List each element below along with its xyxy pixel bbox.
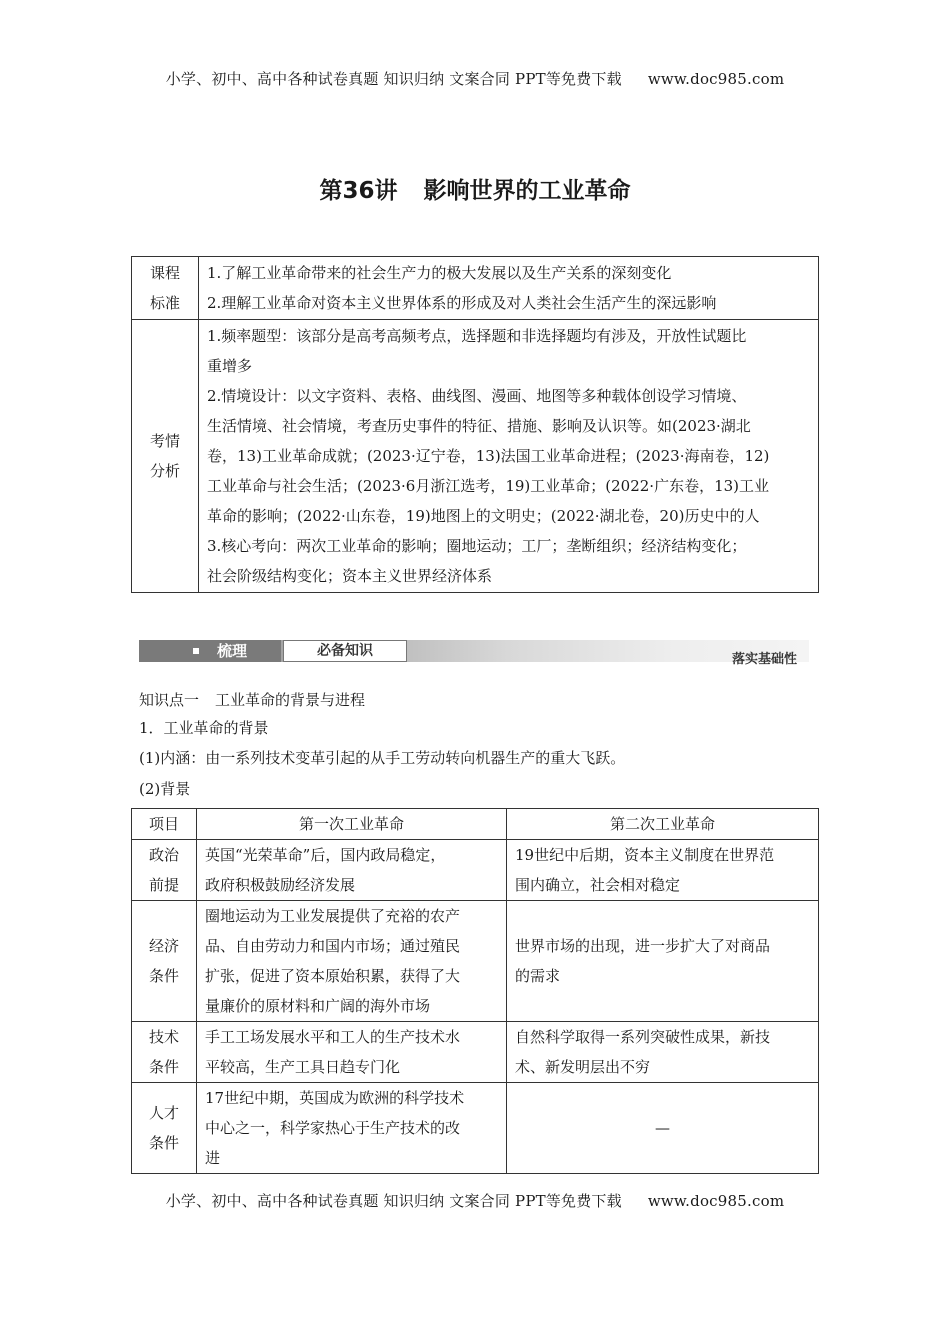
lecture-number: 第36讲 bbox=[319, 178, 398, 204]
subsection-definition: (1)内涵：由一系列技术变革引起的从手工劳动转向机器生产的重大飞跃。 bbox=[139, 749, 626, 767]
first-revolution-cell bbox=[197, 840, 507, 901]
content-line: 革命的影响；(2022·山东卷，19)地图上的文明史；(2022·湖北卷，20)历史中的人 bbox=[207, 507, 760, 525]
label-line: 人才 bbox=[148, 1104, 179, 1122]
cell-line: 量廉价的原材料和广阔的海外市场 bbox=[205, 997, 431, 1015]
exam-analysis-row bbox=[132, 320, 819, 593]
label-line: 条件 bbox=[148, 1134, 179, 1152]
footer-text: 小学、初中、高中各种试卷真题 知识归纳 文案合同 PPT等免费下载 bbox=[165, 1192, 622, 1210]
lecture-topic: 影响世界的工业革命 bbox=[423, 178, 631, 204]
label-line: 前提 bbox=[148, 876, 179, 894]
table-row bbox=[132, 1083, 819, 1174]
label-line: 分析 bbox=[149, 462, 180, 480]
knowledge-point-label: 知识点一 bbox=[139, 691, 200, 709]
content-line: 2.情境设计：以文字资料、表格、曲线图、漫画、地图等多种载体创设学习情境、 bbox=[207, 387, 747, 405]
course-standard-row bbox=[132, 257, 819, 320]
content-line: 2.理解工业革命对资本主义世界体系的形成及对人类社会生活产生的深远影响 bbox=[207, 294, 717, 312]
label-line: 条件 bbox=[148, 967, 179, 985]
content-line: 生活情境、社会情境，考查历史事件的特征、措施、影响及认识等。如(2023·湖北 bbox=[207, 417, 751, 435]
label-line: 条件 bbox=[148, 1058, 179, 1076]
column-header: 项目 bbox=[132, 809, 197, 840]
first-revolution-cell bbox=[197, 901, 507, 1022]
column-header: 第一次工业革命 bbox=[197, 809, 507, 840]
cell-line: 自然科学取得一系列突破性成果，新技 bbox=[515, 1028, 771, 1046]
banner-tab-review-label: 梳理 bbox=[217, 642, 248, 660]
knowledge-point-title: 工业革命的背景与进程 bbox=[215, 691, 366, 709]
label-line: 考情 bbox=[149, 432, 180, 450]
banner-tab-knowledge: 必备知识 bbox=[283, 640, 407, 662]
table-row bbox=[132, 901, 819, 1022]
page-title bbox=[0, 172, 950, 205]
page-header bbox=[0, 68, 950, 89]
cell-line: 17世纪中期，英国成为欧洲的科学技术 bbox=[205, 1089, 465, 1107]
subsection-background: (2)背景 bbox=[139, 780, 191, 798]
cell-line: 英国“光荣革命”后，国内政局稳定， bbox=[205, 846, 446, 864]
knowledge-point-heading bbox=[139, 689, 365, 710]
background-table bbox=[131, 808, 819, 1174]
exam-analysis-label bbox=[132, 320, 199, 593]
content-line: 1.了解工业革命带来的社会生产力的极大发展以及生产关系的深刻变化 bbox=[207, 264, 672, 282]
cell-line: 世界市场的出现，进一步扩大了对商品 bbox=[515, 937, 771, 955]
course-standard-label bbox=[132, 257, 199, 320]
cell-line: 品、自由劳动力和国内市场；通过殖民 bbox=[205, 937, 461, 955]
content-line: 3.核心考向：两次工业革命的影响；圈地运动；工厂；垄断组织；经济结构变化； bbox=[207, 537, 747, 555]
row-label bbox=[132, 901, 197, 1022]
banner-tab-review bbox=[139, 640, 281, 662]
second-revolution-cell bbox=[507, 840, 819, 901]
cell-line: 19世纪中后期，资本主义制度在世界范 bbox=[515, 846, 775, 864]
table-row bbox=[132, 840, 819, 901]
label-line: 经济 bbox=[148, 937, 179, 955]
course-standard-content bbox=[199, 257, 819, 320]
page-footer bbox=[0, 1190, 950, 1211]
label-line: 政治 bbox=[148, 846, 179, 864]
second-revolution-cell bbox=[507, 1083, 819, 1174]
cell-line: 术、新发明层出不穷 bbox=[515, 1058, 651, 1076]
first-revolution-cell bbox=[197, 1022, 507, 1083]
banner-right-label: 落实基础性 bbox=[731, 652, 797, 667]
label-line: 技术 bbox=[148, 1028, 179, 1046]
content-line: 工业革命与社会生活；(2023·6月浙江选考，19)工业革命；(2022·广东卷，13)工业 bbox=[207, 477, 770, 495]
content-line: 社会阶级结构变化；资本主义世界经济体系 bbox=[207, 567, 493, 585]
cell-line: 进 bbox=[205, 1149, 221, 1167]
exam-analysis-content bbox=[199, 320, 819, 593]
header-site-link[interactable]: www.doc985.com bbox=[647, 70, 785, 88]
cell-line: 的需求 bbox=[515, 967, 561, 985]
second-revolution-cell bbox=[507, 901, 819, 1022]
column-header: 第二次工业革命 bbox=[507, 809, 819, 840]
label-line: 课程 bbox=[149, 264, 180, 282]
label-line: 标准 bbox=[149, 294, 180, 312]
cell-line: 中心之一，科学家热心于生产技术的改 bbox=[205, 1119, 461, 1137]
row-label bbox=[132, 1022, 197, 1083]
cell-line: 圈地运动为工业发展提供了充裕的农产 bbox=[205, 907, 461, 925]
cell-line: 平较高，生产工具日趋专门化 bbox=[205, 1058, 401, 1076]
square-bullet-icon bbox=[193, 648, 199, 654]
section-heading: 1．工业革命的背景 bbox=[139, 719, 269, 737]
row-label bbox=[132, 840, 197, 901]
cell-line: 扩张，促进了资本原始积累，获得了大 bbox=[205, 967, 461, 985]
section-banner bbox=[139, 638, 809, 668]
row-label bbox=[132, 1083, 197, 1174]
table-header-row bbox=[132, 809, 819, 840]
cell-line: 手工工场发展水平和工人的生产技术水 bbox=[205, 1028, 461, 1046]
header-text: 小学、初中、高中各种试卷真题 知识归纳 文案合同 PPT等免费下载 bbox=[165, 70, 622, 88]
table-row bbox=[132, 1022, 819, 1083]
first-revolution-cell bbox=[197, 1083, 507, 1174]
content-line: 重增多 bbox=[207, 357, 253, 375]
second-revolution-cell bbox=[507, 1022, 819, 1083]
cell-line: 围内确立，社会相对稳定 bbox=[515, 876, 681, 894]
footer-site-link[interactable]: www.doc985.com bbox=[647, 1192, 785, 1210]
course-standard-table bbox=[131, 256, 819, 593]
content-line: 1.频率题型：该部分是高考高频考点，选择题和非选择题均有涉及，开放性试题比 bbox=[207, 327, 747, 345]
content-line: 卷，13)工业革命成就；(2023·辽宁卷，13)法国工业革命进程；(2023·海南卷，12) bbox=[207, 447, 770, 465]
cell-line: 政府积极鼓励经济发展 bbox=[205, 876, 356, 894]
cell-line: — bbox=[655, 1119, 670, 1137]
